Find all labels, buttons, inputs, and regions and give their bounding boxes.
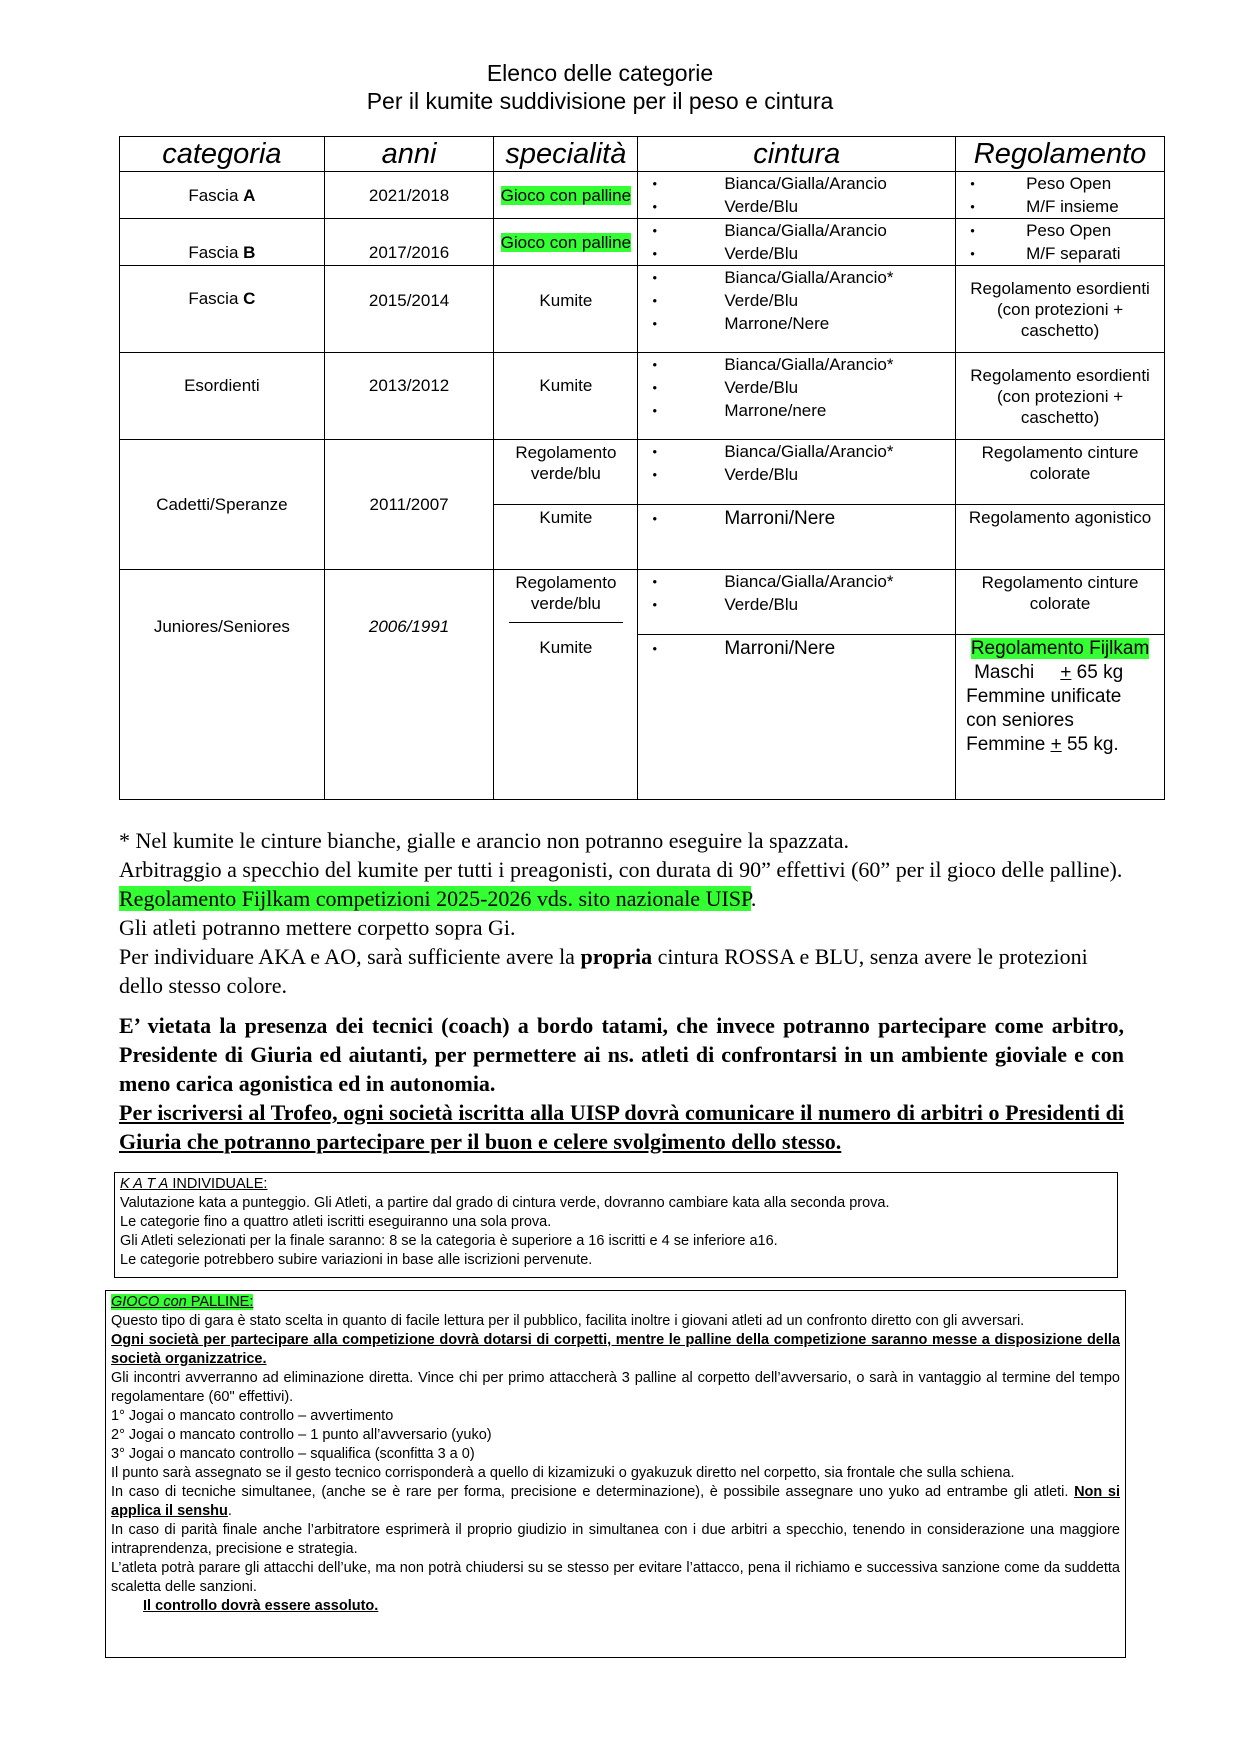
cintura-item: ● Bianca/Gialla/Arancio* (638, 353, 955, 376)
cell-anni: 2011/2007 (324, 440, 494, 570)
cell-categoria: Juniores/Seniores (120, 570, 325, 800)
cell-regolamento (956, 219, 1165, 266)
cell-regolamento (956, 172, 1165, 219)
gioco-paragraph (111, 1483, 1120, 1521)
gioco-paragraph: Il controllo dovrà essere assoluto. (143, 1598, 379, 1614)
cell-regolamento (956, 635, 1165, 800)
header-specialita: specialità (494, 137, 638, 172)
gioco-paragraph: 3° Jogai o mancato controllo – squalifica (sconfitta 3 a 0) (111, 1446, 475, 1462)
note-text: Per individuare AKA e AO, sarà sufficiente avere la (119, 944, 581, 969)
notes-block (119, 826, 1124, 1000)
cell-anni: 2021/2018 (324, 172, 494, 219)
gioco-paragraph: Il punto sarà assegnato se il gesto tecnico corrisponderà a quello di kizamizuki o gyakuzuk diretto nel corpetto, sia frontale che sulla schiena. (111, 1465, 1015, 1481)
cell-specialita: Regolamento verde/blu (494, 440, 638, 505)
cell-specialita: Kumite (494, 505, 638, 570)
note-corpetto: Gli atleti potranno mettere corpetto sopra Gi. (119, 915, 516, 940)
cintura-item: ● Marrone/nere (638, 399, 955, 422)
cell-categoria: Esordienti (120, 353, 325, 440)
gioco-paragraph: 2° Jogai o mancato controllo – 1 punto all’avversario (yuko) (111, 1427, 492, 1443)
cell-cintura (638, 219, 956, 266)
reg-line: Femmine unificate con seniores (966, 686, 1122, 731)
cell-regolamento: Regolamento cinture colorate (956, 440, 1165, 505)
cat-letter: A (243, 185, 256, 205)
cell-specialita (494, 219, 638, 266)
cintura-item: ● Bianca/Gialla/Arancio* (638, 570, 955, 593)
reg-item: ● M/F separati (956, 242, 1164, 265)
reg-line: 55 kg. (1061, 734, 1119, 755)
table-row (120, 219, 1165, 266)
cat-prefix: Fascia (188, 289, 244, 308)
gioco-text: In caso di tecniche simultanee, (anche se è rare per forma, precisione e determinazione), è possibile assegnare uno yuko ad entrambe gli atleti. (111, 1484, 1075, 1500)
cintura-item: ● Verde/Blu (638, 463, 955, 486)
cell-cintura (638, 635, 956, 800)
title-line-2: Per il kumite suddivisione per il peso e cintura (366, 88, 834, 114)
gioco-paragraph: L’atleta potrà parare gli attacchi dell’uke, ma non potrà chiudersi su se stesso per evitare l’attacco, pena il richiamo e successiva sanzione come da suddetta scaletta delle sanzioni. (111, 1560, 1120, 1595)
cell-specialita (494, 570, 638, 635)
cell-regolamento: Regolamento esordienti (con protezioni + caschetto) (956, 353, 1165, 440)
cell-cintura (638, 353, 956, 440)
cintura-item: ● Marroni/Nere (638, 635, 955, 663)
reg-line: 65 kg (1071, 662, 1124, 683)
cintura-item: ● Bianca/Gialla/Arancio* (638, 440, 955, 463)
reg-item: ● M/F insieme (956, 195, 1164, 218)
table-row (120, 172, 1165, 219)
cell-categoria (120, 172, 325, 219)
reg-item: ● Peso Open (956, 219, 1164, 242)
note-spazzata: * Nel kumite le cinture bianche, gialle e arancio non potranno eseguire la spazzata. (119, 828, 849, 853)
gioco-paragraph: Ogni società per partecipare alla competizione dovrà dotarsi di corpetti, mentre le palline della competizione saranno messe a disposizione della società organizzatrice. (111, 1332, 1120, 1367)
divider (509, 622, 623, 623)
kata-line: Le categorie fino a quattro atleti iscritti eseguiranno una sola prova. (120, 1214, 552, 1230)
gioco-paragraph: Gli incontri avverranno ad eliminazione diretta. Vince chi per primo attaccherà 3 palline al corpetto dell’avversario, o sarà in vantaggio al termine del tempo regolamentare (60" effettivi). (111, 1370, 1120, 1405)
gioco-bold: Non si applica il senshu (111, 1484, 1120, 1519)
cell-specialita: Kumite (494, 266, 638, 353)
cell-cintura (638, 570, 956, 635)
cell-categoria: Cadetti/Speranze (120, 440, 325, 570)
cintura-item: ● Verde/Blu (638, 242, 955, 265)
reg-line: Femmine (966, 734, 1051, 755)
table-header-row (120, 137, 1165, 172)
kata-line: Valutazione kata a punteggio. Gli Atleti, a partire dal grado di cintura verde, dovranno cambiare kata alla seconda prova. (120, 1195, 890, 1211)
cat-prefix: Fascia (188, 185, 244, 205)
table-row (120, 353, 1165, 440)
header-regolamento: Regolamento (956, 137, 1165, 172)
cell-regolamento: Regolamento agonistico (956, 505, 1165, 570)
gioco-title: PALLINE: (186, 1294, 254, 1310)
cintura-item: ● Verde/Blu (638, 593, 955, 616)
cell-anni: 2013/2012 (324, 353, 494, 440)
header-cintura: cintura (638, 137, 956, 172)
note-iscrizione: Per iscriversi al Trofeo, ogni società iscritta alla UISP dovrà comunicare il numero di arbitri o Presidenti di Giuria che potranno partecipare per il buon e celere svolgimento dello stesso. (119, 1100, 1124, 1154)
cintura-item: ● Verde/Blu (638, 289, 955, 312)
note-highlight: Regolamento Fijlkam competizioni 2025-2026 vds. sito nazionale UISP (119, 886, 751, 911)
cell-cintura (638, 266, 956, 353)
cell-anni: 2015/2014 (324, 266, 494, 353)
cell-categoria (120, 266, 325, 353)
reg-line: Maschi (974, 662, 1035, 683)
cell-categoria (120, 219, 325, 266)
gioco-paragraph: Questo tipo di gara è stato scelta in quanto di facile lettura per il pubblico, facilita inoltre i giovani atleti ad un confronto diretto con gli avversari. (111, 1313, 1025, 1329)
cintura-item: ● Marroni/Nere (638, 505, 955, 533)
gioco-title-italic: GIOCO con (111, 1294, 187, 1310)
categories-table (119, 136, 1165, 800)
cell-cintura (638, 172, 956, 219)
table-row (120, 266, 1165, 353)
title-line-1: Elenco delle categorie (486, 60, 714, 86)
cat-letter: C (243, 289, 256, 308)
kata-line: Gli Atleti selezionati per la finale saranno: 8 se la categoria è superiore a 16 iscritti e 4 se inferiore a16. (120, 1233, 778, 1249)
note-coach: E’ vietata la presenza dei tecnici (coach) a bordo tatami, che invece potranno partecipare come arbitro, Presidente di Giuria ed aiutanti, per permettere ai ns. atleti di confrontarsi in un ambiente gioviale e con meno carica agonistica ed in autonomia. (119, 1013, 1124, 1096)
gioco-paragraph: In caso di parità finale anche l’arbitratore esprimerà il proprio giudizio in simultanea con i due arbitri a specchio, tenendo in considerazione una maggiore intraprendenza, precisione e strategia. (111, 1522, 1120, 1557)
kata-box (114, 1172, 1118, 1278)
spec-highlight: Gioco con palline (500, 232, 632, 252)
cell-specialita: Kumite (494, 353, 638, 440)
gioco-text: . (227, 1503, 232, 1519)
note-aka-ao (119, 942, 1124, 1000)
gioco-box (105, 1290, 1126, 1658)
cell-specialita: Kumite (494, 635, 638, 800)
cintura-item: ● Bianca/Gialla/Arancio (638, 219, 955, 242)
kata-line: Le categorie potrebbero subire variazioni in base alle iscrizioni pervenute. (120, 1252, 593, 1268)
note-text: Arbitraggio a specchio del kumite per tutti i preagonisti, con durata di 90” effettivi (60” per il gioco delle palline). (119, 857, 1123, 882)
cell-regolamento: Regolamento esordienti (con protezioni + caschetto) (956, 266, 1165, 353)
cell-anni: 2006/1991 (324, 570, 494, 800)
cat-prefix: Fascia (188, 243, 244, 262)
note-bold: propria (580, 944, 653, 969)
cintura-item: ● Bianca/Gialla/Arancio* (638, 266, 955, 289)
header-categoria: categoria (120, 137, 325, 172)
kata-title: INDIVIDUALE: (168, 1176, 268, 1192)
cell-cintura (638, 440, 956, 505)
kata-title-italic: K A T A (120, 1176, 169, 1192)
cintura-item: ● Verde/Blu (638, 376, 955, 399)
reg-line: + (1050, 734, 1062, 755)
cell-anni: 2017/2016 (324, 219, 494, 266)
cell-regolamento: Regolamento cinture colorate (956, 570, 1165, 635)
cell-cintura (638, 505, 956, 570)
cintura-item: ● Verde/Blu (638, 195, 955, 218)
table-row (120, 570, 1165, 635)
reg-fijlkam-highlight: Regolamento Fijlkam (970, 638, 1150, 659)
reg-item: ● Peso Open (956, 172, 1164, 195)
spec-highlight: Gioco con palline (500, 185, 632, 205)
table-row (120, 440, 1165, 505)
spec-text: Regolamento verde/blu (515, 573, 617, 613)
header-anni: anni (324, 137, 494, 172)
cintura-item: ● Bianca/Gialla/Arancio (638, 172, 955, 195)
gioco-paragraph: 1° Jogai o mancato controllo – avvertimento (111, 1408, 394, 1424)
notes-bold-block (119, 1011, 1124, 1156)
cell-specialita (494, 172, 638, 219)
note-text: . (750, 886, 757, 911)
note-text: cintura ROSSA e BLU, senza avere le protezioni dello stesso colore. (119, 944, 1088, 998)
reg-line: + (1060, 662, 1072, 683)
cintura-item: ● Marrone/Nere (638, 312, 955, 335)
cat-letter: B (243, 243, 256, 262)
note-arbitraggio (119, 855, 1124, 913)
